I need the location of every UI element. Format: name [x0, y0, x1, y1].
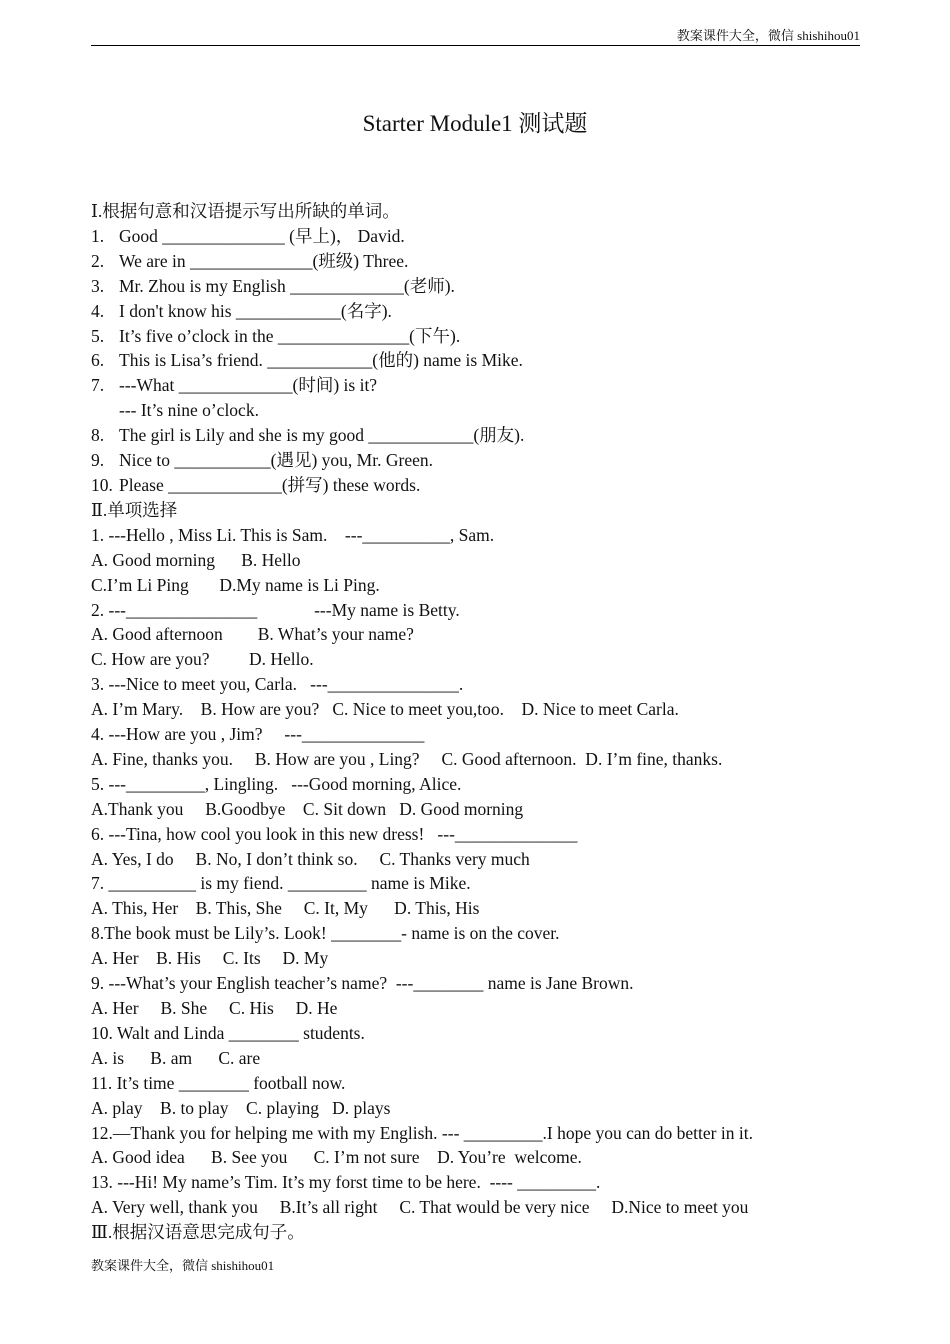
- answer-options: A.Thank you B.Goodbye C. Sit down D. Good morning: [91, 798, 524, 819]
- section1-heading: Ⅰ.根据句意和汉语提示写出所缺的单词。: [91, 201, 400, 221]
- section2-list: [91, 523, 881, 1220]
- fill-in-item: [91, 373, 881, 398]
- item-number: 5.: [91, 325, 105, 346]
- fill-in-item: [91, 249, 881, 274]
- answer-options: A. This, Her B. This, She C. It, My D. This, His: [91, 898, 480, 919]
- fill-in-item: [91, 398, 881, 423]
- item-number: 1.: [91, 225, 105, 246]
- question-text: 4. ---How are you , Jim? ---______________: [91, 724, 425, 745]
- answer-options: C. How are you? D. Hello.: [91, 649, 314, 670]
- answer-options: A. is B. am C. are: [91, 1047, 261, 1068]
- question-text: 3. ---Nice to meet you, Carla. ---_______________.: [91, 674, 464, 695]
- item-number: 4.: [91, 300, 105, 321]
- question-text: 13. ---Hi! My name’s Tim. It’s my forst time to be here. ---- _________.: [91, 1172, 601, 1193]
- item-text: Good ______________ (早上)， David.: [119, 225, 405, 246]
- fill-in-item: [91, 274, 881, 299]
- answer-options: A. Very well, thank you B.It’s all right C. That would be very nice D.Nice to meet you: [91, 1197, 749, 1218]
- item-text: --- It’s nine o’clock.: [119, 400, 259, 421]
- question-text: 5. ---_________, Lingling. ---Good morning, Alice.: [91, 773, 462, 794]
- item-number: 3.: [91, 275, 105, 296]
- question-text: 12.—Thank you for helping me with my English. --- _________.I hope you can do better in it.: [91, 1122, 753, 1143]
- item-text: It’s five o’clock in the _______________(下午).: [119, 325, 461, 346]
- fill-in-item: [91, 299, 881, 324]
- answer-options: A. Her B. His C. Its D. My: [91, 948, 329, 969]
- answer-options: A. Good idea B. See you C. I’m not sure D. You’re welcome.: [91, 1147, 582, 1168]
- fill-in-item: [91, 448, 881, 473]
- section3-heading: Ⅲ.根据汉语意思完成句子。: [91, 1222, 305, 1243]
- answer-options: A. Good morning B. Hello: [91, 549, 301, 570]
- fill-in-item: [91, 224, 881, 249]
- answer-options: A. Her B. She C. His D. He: [91, 998, 338, 1018]
- item-number: 7.: [91, 375, 105, 396]
- answer-options: A. Yes, I do B. No, I don’t think so. C. Thanks very much: [91, 848, 530, 869]
- item-text: Please _____________(拼写) these words.: [119, 474, 421, 495]
- question-text: 11. It’s time ________ football now.: [91, 1072, 346, 1093]
- fill-in-item: [91, 348, 881, 373]
- page-footer: 教案课件大全，微信 shishihou01: [91, 1258, 275, 1273]
- fill-in-item: [91, 473, 881, 498]
- fill-in-item: [91, 423, 881, 448]
- answer-options: A. Fine, thanks you. B. How are you , Ling? C. Good afternoon. D. I’m fine, thanks.: [91, 748, 723, 769]
- question-text: 7. __________ is my fiend. _________ name is Mike.: [91, 873, 471, 894]
- question-text: 6. ---Tina, how cool you look in this new dress! ---______________: [91, 823, 578, 844]
- item-number: 2.: [91, 250, 105, 271]
- page-title: Starter Module1 测试题: [362, 111, 588, 136]
- section1-list: [91, 224, 881, 498]
- question-text: 1. ---Hello , Miss Li. This is Sam. ---__________, Sam.: [91, 524, 495, 545]
- item-text: Mr. Zhou is my English _____________(老师).: [119, 275, 455, 296]
- item-text: Nice to ___________(遇见) you, Mr. Green.: [119, 450, 433, 471]
- item-number: 9.: [91, 450, 105, 471]
- answer-options: A. play B. to play C. playing D. plays: [91, 1097, 391, 1118]
- section2-heading: Ⅱ.单项选择: [91, 499, 178, 520]
- page-header: 教案课件大全，微信 shishihou01: [91, 27, 860, 46]
- question-text: 10. Walt and Linda ________ students.: [91, 1022, 365, 1043]
- question-text: 8.The book must be Lily’s. Look! ________- name is on the cover.: [91, 923, 560, 944]
- item-text: The girl is Lily and she is my good ____________(朋友).: [119, 425, 525, 446]
- item-number: 8.: [91, 425, 105, 446]
- item-text: This is Lisa’s friend. ____________(他的) name is Mike.: [119, 350, 523, 371]
- item-text: I don't know his ____________(名字).: [119, 300, 392, 321]
- answer-options: A. Good afternoon B. What’s your name?: [91, 624, 414, 645]
- worksheet-body: [91, 199, 881, 1245]
- answer-options: C.I’m Li Ping D.My name is Li Ping.: [91, 574, 380, 595]
- item-number: 10.: [91, 474, 113, 495]
- answer-options: A. I’m Mary. B. How are you? C. Nice to meet you,too. D. Nice to meet Carla.: [91, 699, 679, 720]
- item-text: ---What _____________(时间) is it?: [119, 375, 378, 396]
- item-number: 6.: [91, 350, 105, 371]
- fill-in-item: [91, 324, 881, 349]
- question-text: 2. ---_______________ ---My name is Betty.: [91, 599, 460, 620]
- question-text: 9. ---What’s your English teacher’s name? ---________ name is Jane Brown.: [91, 973, 634, 994]
- item-text: We are in ______________(班级) Three.: [119, 250, 409, 271]
